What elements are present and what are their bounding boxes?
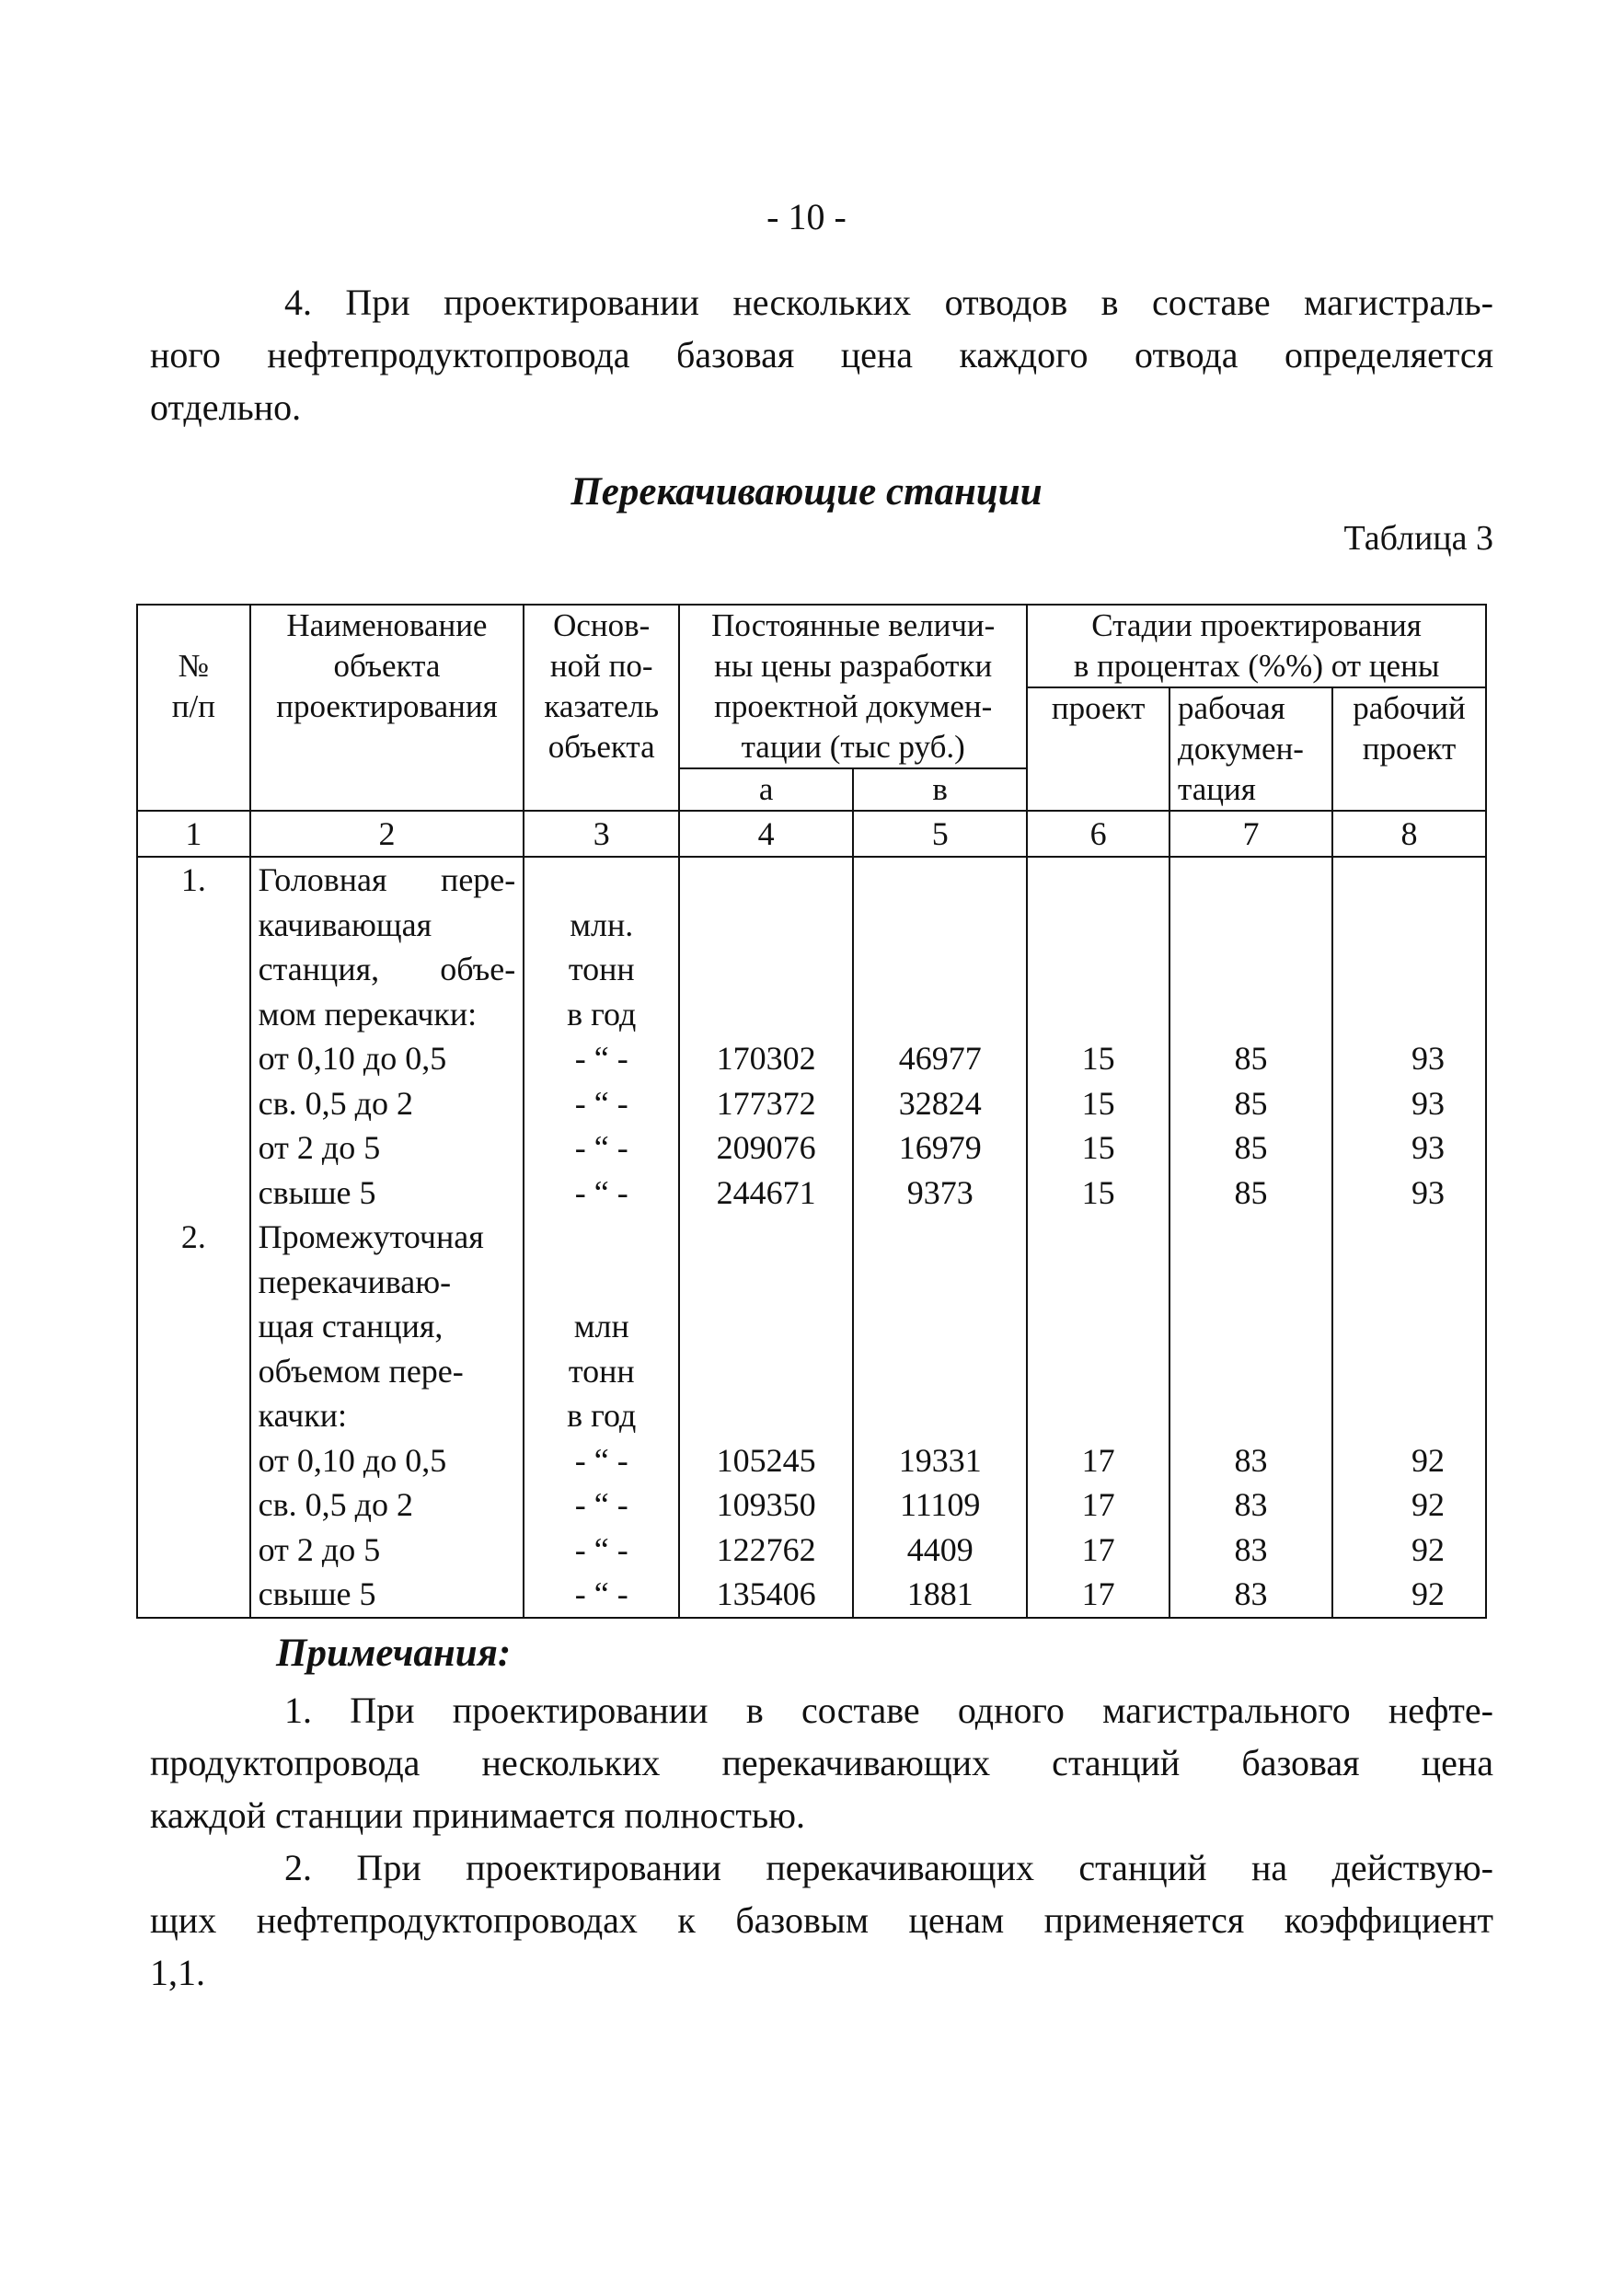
column-number: 7: [1169, 811, 1332, 857]
header-sub-a: а: [679, 768, 853, 811]
column-number: 3: [524, 811, 679, 857]
body-col-name: Головная пере- качивающая станция, объе- мом перекачки: от 0,10 до 0,5 св. 0,5 до 2 от 2 до 5 свыше 5 Промежуточная перекачиваю- щая станция, объемом пере- качки: от 0,10 до 0,5 св. 0,5 до 2 от 2 до 5 свыше 5: [250, 857, 524, 1618]
body-col-a: 170302 177372 209076 244671 105245 109350 122762 135406: [679, 857, 853, 1618]
column-number: 8: [1332, 811, 1486, 857]
column-number: 5: [853, 811, 1027, 857]
pumping-stations-table: [136, 604, 1487, 1619]
header-object-name: Наименование объекта проектирования: [250, 605, 524, 811]
intro-paragraph: [150, 276, 1493, 433]
page-number: - 10 -: [766, 196, 847, 237]
note-2: [150, 1841, 1493, 1999]
body-col-b: 46977 32824 16979 9373 19331 11109 4409 1881: [853, 857, 1027, 1618]
intro-line-3: отдельно.: [150, 387, 302, 428]
table-body-row: [137, 857, 1486, 1618]
header-stages: Стадии проектирования в процентах (%%) от цены: [1027, 605, 1486, 687]
header-indicator: Основ- ной по- казатель объекта: [524, 605, 679, 811]
header-working-docs: рабочая докумен- тация: [1169, 687, 1332, 811]
notes-title: Примечания:: [276, 1632, 512, 1675]
note-2-line: 1,1.: [150, 1952, 205, 1993]
table-label: Таблица 3: [1343, 519, 1493, 558]
column-number: 4: [679, 811, 853, 857]
intro-line-1: 4. При проектировании нескольких отводов в составе магистраль-: [284, 282, 1493, 323]
note-2-line: щих нефтепродуктопроводах к базовым ценам применяется коэффициент: [150, 1899, 1493, 1941]
body-col-working-project: 93 93 93 93 92 92 92 92: [1332, 857, 1486, 1618]
column-number: 6: [1027, 811, 1169, 857]
note-1-line: каждой станции принимается полностью.: [150, 1794, 805, 1836]
column-number: 2: [250, 811, 524, 857]
body-col-working-docs: 85 85 85 85 83 83 83 83: [1169, 857, 1332, 1618]
body-col-project: 15 15 15 15 17 17 17 17: [1027, 857, 1169, 1618]
body-col-indicator: млн. тонн в год - “ - - “ - - “ - - “ - млн тонн в год - “ - - “ - - “ - - “ -: [524, 857, 679, 1618]
header-sub-b: в: [853, 768, 1027, 811]
intro-line-2: ного нефтепродуктопровода базовая цена каждого отвода определяется: [150, 334, 1493, 375]
header-project: проект: [1027, 687, 1169, 811]
column-number: 1: [137, 811, 250, 857]
note-1-line: продуктопровода нескольких перекачивающих станций базовая цена: [150, 1742, 1493, 1783]
header-constants: Постоянные величи- ны цены разработки проектной докумен- тации (тыс руб.): [679, 605, 1027, 768]
header-working-project: рабочий проект: [1332, 687, 1486, 811]
note-2-line: 2. При проектировании перекачивающих станций на действую-: [284, 1847, 1493, 1888]
note-1-line: 1. При проектировании в составе одного магистрального нефте-: [284, 1690, 1493, 1731]
body-col-number: 1. 2.: [137, 857, 250, 1618]
note-1: [150, 1684, 1493, 1841]
section-title: Перекачивающие станции: [570, 470, 1043, 513]
header-number: № п/п: [137, 605, 250, 811]
